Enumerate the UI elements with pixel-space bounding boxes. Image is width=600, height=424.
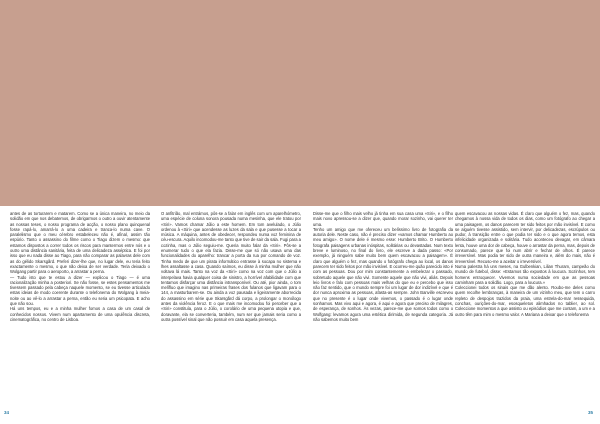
text-column-4 bbox=[455, 211, 595, 416]
text-column-2 bbox=[161, 211, 301, 416]
paragraph: Numa palestra há uns meses, na Gulbenkian, Lilian Thuram, campeão do mundo de futebol, disse: «Estamos tão expostos à loucura. Sozinhos, tem homens entroquecer. Vivemos numa sociedade em que as pessoas caminham para a solidão. Logo, para a loucura.» bbox=[455, 263, 595, 285]
article-body bbox=[0, 211, 600, 416]
text-column-1 bbox=[10, 211, 150, 416]
text-column-3 bbox=[313, 211, 453, 416]
paragraph: Há uns tempos, eu e a minha mulher fomos a casa de um casal de conhecidos nossos. Vivem num apartamento de uma opulência discreta, cinematográfica, no centro de Lisboa. bbox=[10, 306, 150, 322]
paragraph: — Tudo isto que te estou a dizer — explicou o Tiago — é uma racionalização minha a posteriori. Se não fosse, se estes pensamentos me tivessem passado pela cabeça naquele momento, se eu tivesse articulado estas ideias de modo coerente durante o telefonema do Wolgang à meia-noite ou ao vê-lo a arrastar a perna, então eu seria um psicopata. E acho que não sou. bbox=[10, 274, 150, 307]
paragraph: Coleccionei todos os sinais que me dão alento. Roubo-me deles como quem recolhe lembranças, à maneira de um vizinho meu, que tem o carro repleto de despojos trazidos da praia, uma estrela-do-mar ressequida, conchas, ourições-do-mar, esosqueletos alimhados no tablier, ao sol. Coleccione momentos a que assisto ou episódios que me contam, a um e a outro têm para mim o mesmo valor. A Mariana a deixar que o telefonema bbox=[455, 285, 595, 317]
page-number-left: 34 bbox=[4, 410, 10, 415]
page-number-right: 35 bbox=[588, 410, 594, 415]
paragraph: O anfitrião, mal entrámos, pôs-se a falar em inglês com um aparelhómetro, uma espécie de coluna sonora pousada numa mesinha, que ele tratou por «Siri». Vamos chamar Júlio a este homem. Em tom avelulado, o Júlio ordenou à «Siri» que acendesse as luzes da sala e que pusesse a tocar a música. A máquina, antes de obedecer, respondeu numa voz feminina de céu-escura. Aquilo incomodou-me tanto que tive de sair da sala. Fugi para a cozinha, mas o Júlio seguiu-me. Queria muito falar da «Siri». Pôs-se a enumerar tudo o que ela fazia. Disse-me que só não usava uma das funcionalidades do aparelho: trancar a porta da rua por comando de voz. Tinha medo de que um pirata informático entrasse à socapa no sistema e lhes assaltasse a casa. Quando saímos, eu disse à minha mulher que não voltava lá mais. Tanto na voz da «Siri» como na voz com que o Júlio a interpelava havia qualquer coisa de sinistro, a horrível afabilidade com que tentamos disfarçar uma distância intransponível. Ou até, pior ainda, o tom melífluo que imagino nas primeiras frases dos fulanos que ligavam para o 144, a masturbarem-se. Ou ainda a voz pausada e ligeiramente aborrecida do assassino em série que Skarsgård dá corpo, a prolongar o monólogo antes da violência feroz. E o que mais me incomodou foi perceber que a «Siri» constituía, para o Júlio, o corolário de uma pequena utopia e que, doravante, ela se converteria, também, num ser que jamais seria como a outra possível sinal que não possuir em casa aquela presença. bbox=[161, 211, 301, 322]
paragraph: antes de as torturarem e matarem. Como se a única maneira, no meio da solidão em que nos debatemos, de obrigarmos o outro a ouvir atentamente as nossas teses, o nosso programa de acção, o nosso plano quinquenal fosse rapá-lo, amarrá-lo a uma cadeira e tranca-lo numa cave. O paralelismo que o meu cérebro estabeleceu não é, afinal, assim tão espúrio. Tanto o assassino do filme como o Tiago dizem o mesmo: que estamos dispostos a correr todos os riscos para mantermos entre nós e o outro uma distância sanitária, feita de uma delicadeza asséptica. E foi por isso que eu nada disse ao Tiago, para não comparar as palavras dele com as do gélido Skarsgård. Preferi dizer-lhe que, no lugar dele, eu teria feito exactamente o mesmo, o que não deixa de ser verdade. Teria deixado o Wolgang partir para o aeroporto, a arrastar a perna. bbox=[10, 211, 150, 275]
hero-color-band bbox=[0, 0, 600, 206]
paragraph: Disse-me que o filho mais velho já tinha em sua casa uma «Siri», e o filho mais novo apressou-se a dizer que, quando morar sozinho, vai querer ter uma. bbox=[313, 211, 453, 227]
paragraph: quem escavacou as nossas vidas. É claro que alguém o fez, mas, quando chegamos à nossa vida de todos os dias, como um fotógrafo ao chegar a uma paisagem, os danos parecem ter sido feitos por mão invisível. E como se alguém tivesse assistido, sem intervir, por delicadezas, escrúpulos ou pudor, à transição entre o que podia ter sido e o que agora temos, esta infelicidade organizada e solitária. Tudo aconteceu devagar, em câmara lenta, houve uma dor de cabeça, houve o arrastar da perna, mas, depois de consumado, parece que foi num abrir e fechar de olhos. É parece irreversível. Mas podia ter sido de outra maneira e, além do mais, não é irreversível. Recuso-me a aceitar o irreversível. bbox=[455, 211, 595, 264]
paragraph: Tenho um amigo que me ofereceu um belíssimo livro de fotografia da autoria dele. Neste caso, não é preciso dizer «vamos chamar Humberto ao meu amigo». O nome dele é mesmo esse: Humberto Brito. O Humberto fotografa paisagens urbanas inóspitas, solitárias ou devastadas. Num texto breve e luminoso, no final do livro, ele escreve a dada passo: «Por exemplo, já ninguém sabe muito bem quem escavacou a paisagem». É claro que alguém o fez, mas quando o fotógrafo chega ao local, os danos parecem ter sido feitos por mão invisível. E ocorreu-me quão parecido isto é com as pessoas. Dou por mim constantemente a embelezar o passado, sobretudo aquele que não vivi. Somente aquele que não vivi, aliás. Depois leio livros e falo com pessoas mais velhas do que eu e percebo que isso não faz sentido, que o mundo sempre foi um lugar de dor indizível e que é dor nunca aproxima as pessoas, afasta-as sempre. John Banville escreveu que no presente é o lugar onde vivemos, o passado é o lugar onde sonhamos. Mas vivo aqui e agora, é aqui e agora que preciso de milagres, de esperança, de sonhos. Às vezas, parece-me que somos todos como o Wolfgang: levamos agora uma estética dirimida, de segunda categoria. Já não sabemos muito bem bbox=[313, 226, 453, 322]
